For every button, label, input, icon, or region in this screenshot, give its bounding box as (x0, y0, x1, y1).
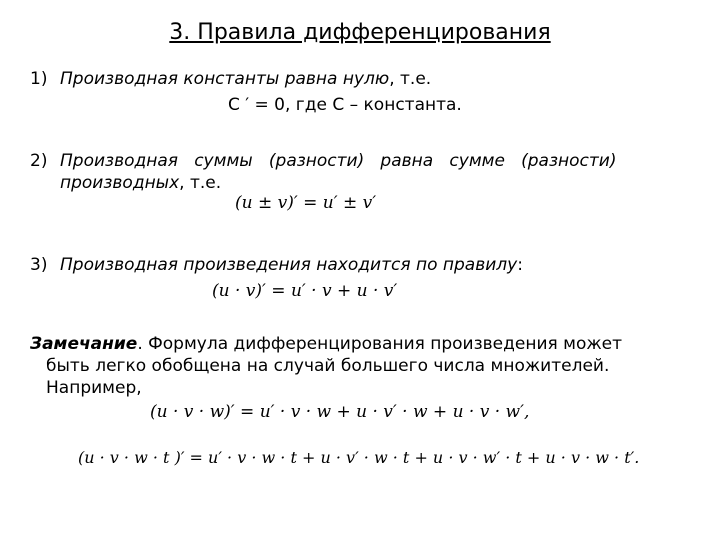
rule-3 (30, 254, 695, 276)
remark-line-1-text: . Формула дифференцирования произведения может (137, 334, 623, 354)
rule-3-number: 3) (30, 255, 48, 275)
rule-1-statement: Производная константы равна нулю (60, 69, 390, 89)
remark (30, 333, 695, 399)
rule-1-tail-text: , т.е. (389, 69, 432, 89)
remark-formula-1: (u · v · w)′ = u′ · v · w + u · v′ · w + u · v · w′, (150, 402, 530, 422)
rule-2-formula: (u ± v)′ = u′ ± v′ (235, 193, 377, 213)
rule-1-number: 1) (30, 69, 48, 89)
rule-1-text (60, 68, 695, 90)
rule-1 (30, 68, 695, 90)
remark-label: Замечание (30, 334, 138, 354)
remark-formula-2: (u · v · w · t )′ = u′ · v · w · t + u · v′ · w · t + u · v · w′ · t + u · v · w · t′. (78, 448, 640, 467)
rule-2-line-1: Производная суммы (разности) равна сумме (разности) (60, 151, 617, 171)
rule-2-tail: , т.е. (179, 173, 222, 193)
rule-2-number: 2) (30, 151, 48, 171)
remark-line-2: быть легко обобщена на случай большего числа множителей. (46, 356, 610, 376)
remark-line-3: Например, (46, 378, 142, 398)
rule-3-formula: (u · v)′ = u′ · v + u · v′ (212, 281, 398, 301)
rule-2-derivatives-word: производных (60, 173, 180, 193)
rule-3-tail: : (517, 255, 523, 275)
rule-3-statement: Производная произведения находится по правилу (60, 255, 518, 275)
remark-line-1 (30, 334, 622, 354)
rule-3-text (60, 254, 695, 276)
page-title: 3. Правила дифференцирования (169, 20, 551, 45)
rule-1-formula: C ′ = 0, где C – константа. (228, 95, 462, 115)
rule-2-text (60, 150, 695, 194)
rule-2-line-2 (60, 172, 695, 194)
